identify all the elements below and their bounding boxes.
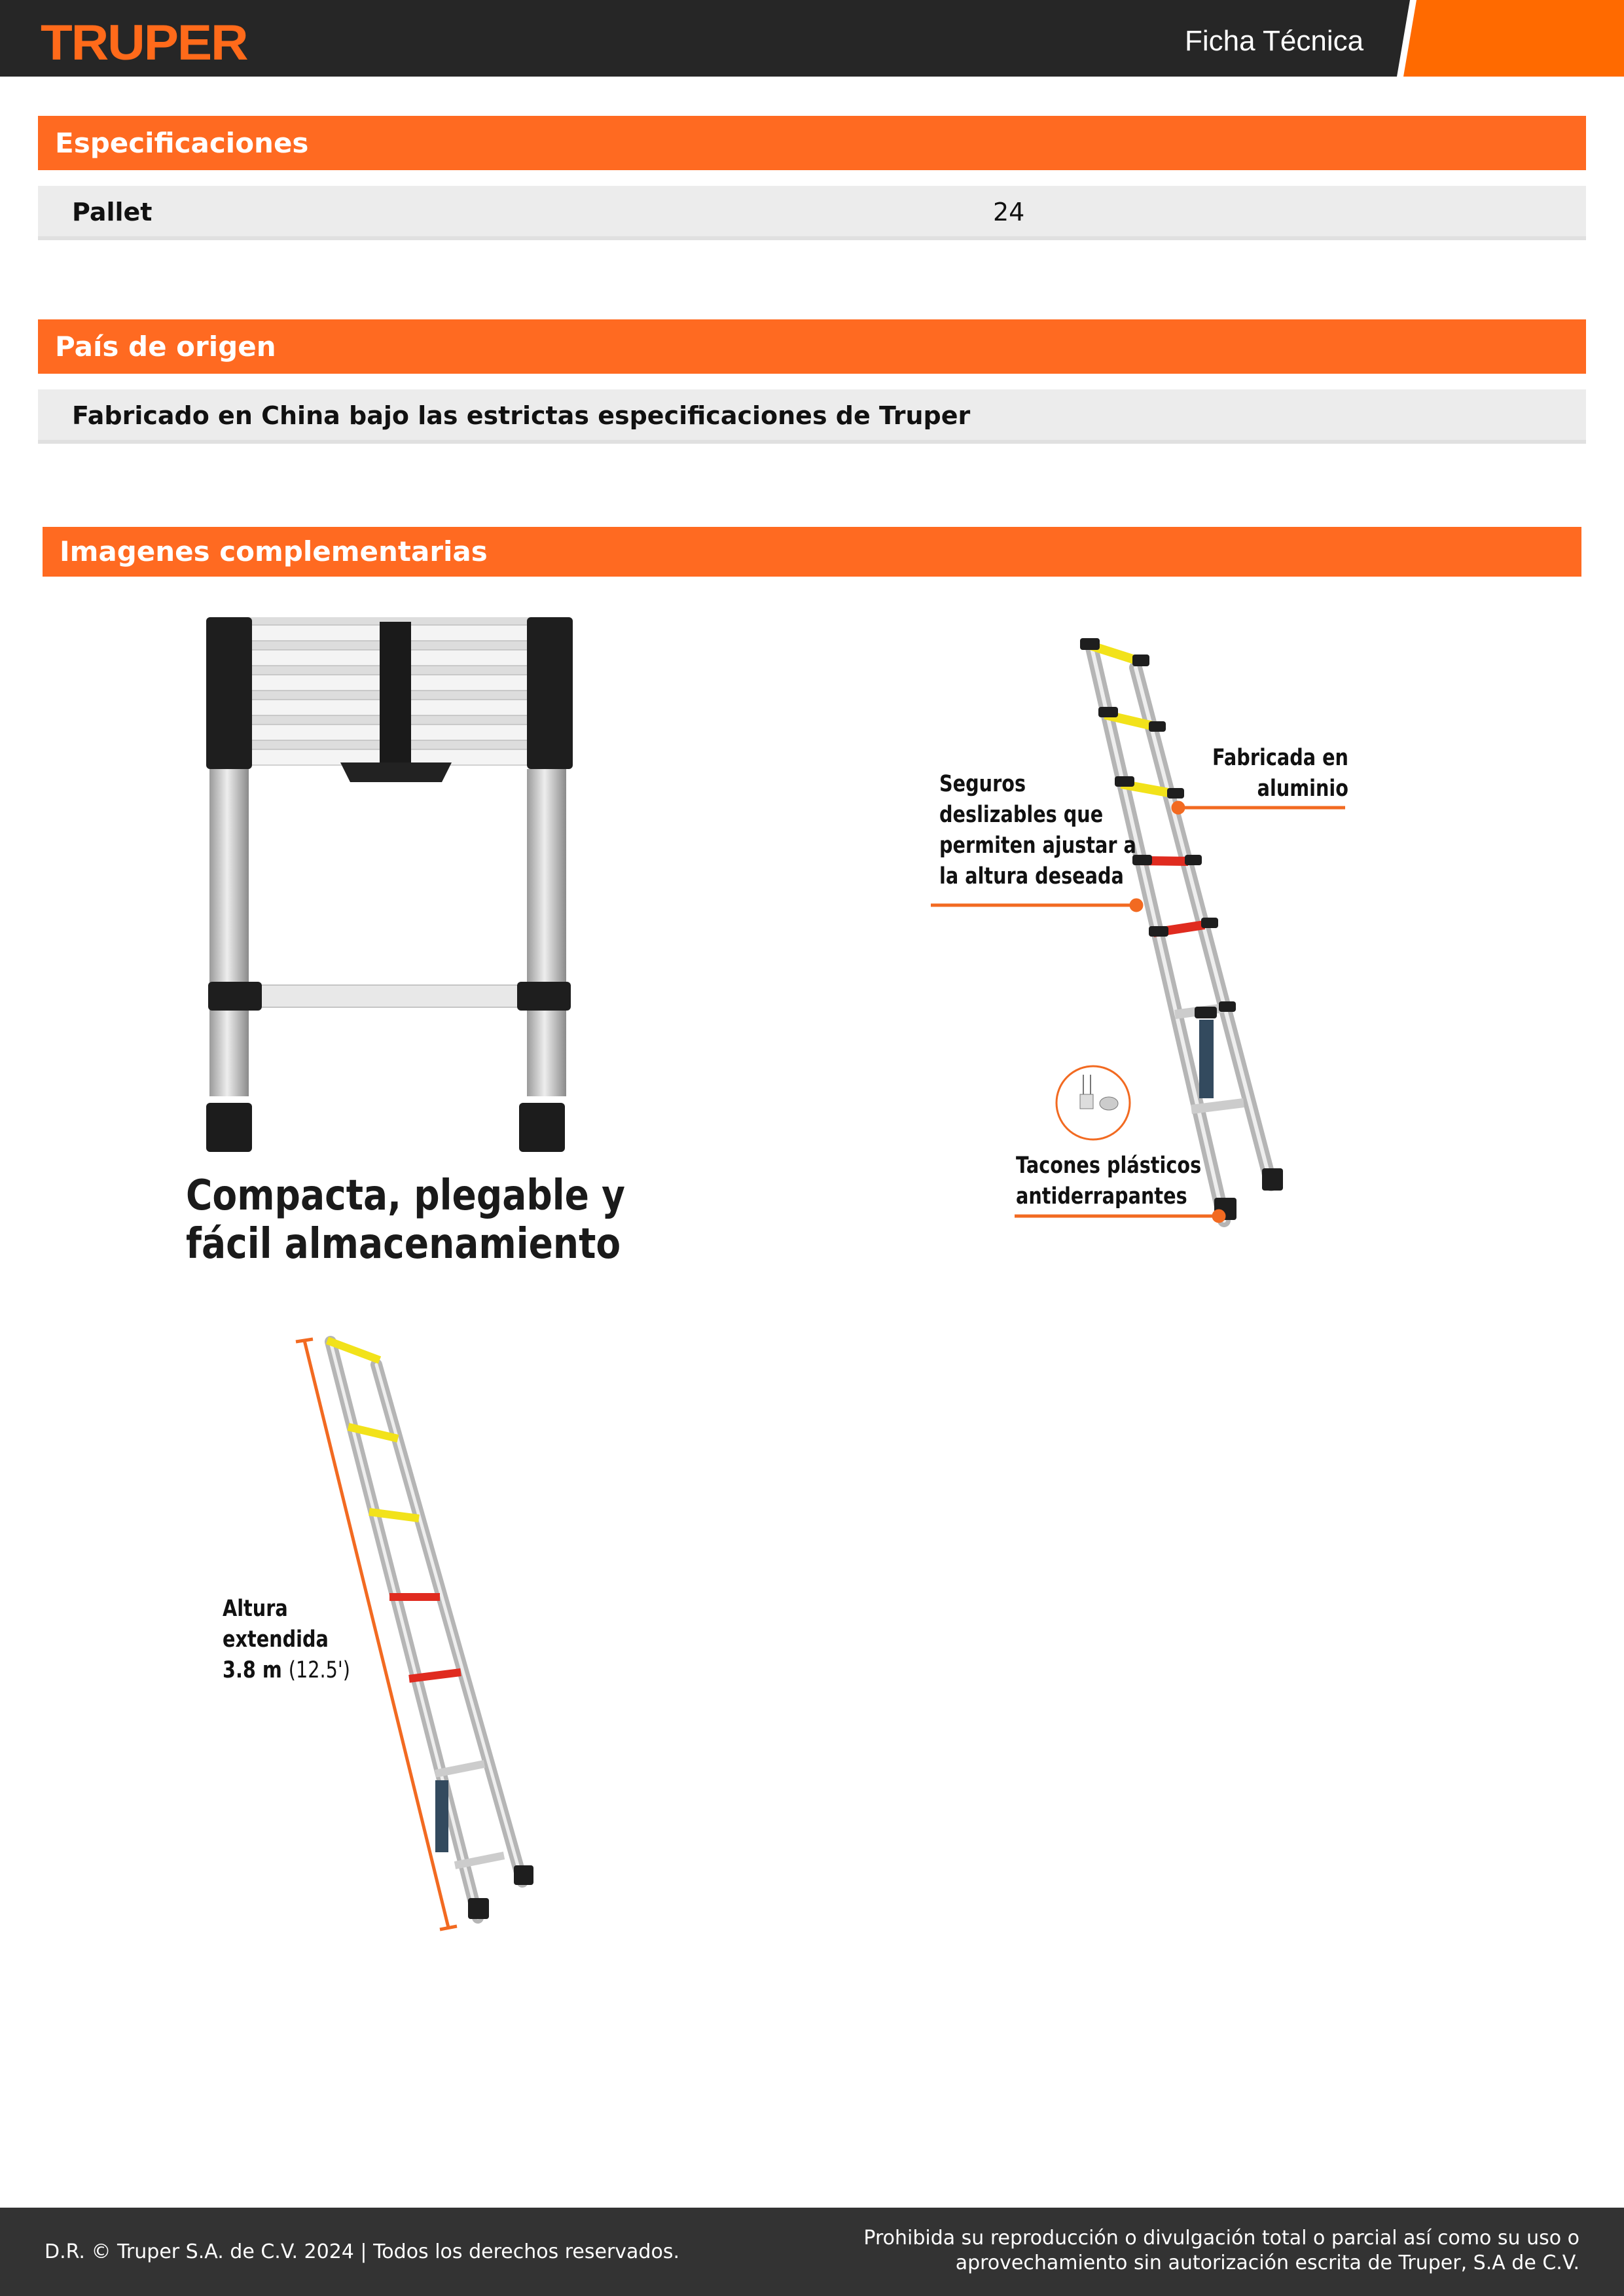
- height-feet: (12.5'): [288, 1657, 350, 1683]
- section-heading-especificaciones: Especificaciones: [38, 116, 1586, 170]
- footer-copyright: D.R. © Truper S.A. de C.V. 2024 | Todos los derechos reservados.: [45, 2240, 679, 2263]
- image-folded-ladder: [183, 612, 626, 1280]
- callout-seguros: [939, 769, 1136, 892]
- footer-legal-line: Prohibida su reproducción o divulgación total o parcial así como su uso o: [863, 2227, 1579, 2250]
- header-accent-shape: [1394, 0, 1624, 77]
- callout-line: Fabricada en: [1212, 745, 1348, 771]
- callout-line: Altura: [223, 1596, 288, 1622]
- truper-logo: TRUPER: [41, 15, 247, 71]
- height-meters: 3.8 m: [223, 1657, 282, 1683]
- callout-line: permiten ajustar a: [939, 833, 1136, 859]
- callout-line: Seguros: [939, 771, 1026, 797]
- caption-line: fácil almacenamiento: [186, 1220, 621, 1268]
- callout-line: antiderrapantes: [1016, 1183, 1187, 1210]
- footer-legal-line: aprovechamiento sin autorización escrita de Truper, S.A de C.V.: [955, 2251, 1579, 2274]
- callout-tacones: [1016, 1151, 1201, 1212]
- callout-line: Tacones plásticos: [1016, 1153, 1202, 1179]
- callout-line: deslizables que: [939, 802, 1104, 828]
- callout-material: [1171, 743, 1348, 804]
- document-title: Ficha Técnica: [1185, 25, 1364, 57]
- page-header: [0, 0, 1624, 77]
- callout-line: extendida: [223, 1626, 329, 1653]
- callout-line: [223, 1655, 350, 1686]
- origin-text: Fabricado en China bajo las estrictas especificaciones de Truper: [72, 401, 971, 430]
- image-ladder-features: [916, 628, 1375, 1237]
- callout-line: aluminio: [1257, 776, 1348, 802]
- callout-line: la altura deseada: [939, 863, 1124, 889]
- folded-ladder-illustration: [183, 612, 602, 1155]
- spec-label: Pallet: [72, 198, 153, 226]
- caption-line: Compacta, plegable y: [186, 1172, 626, 1220]
- section-heading-origen: País de origen: [38, 319, 1586, 374]
- spec-value: 24: [993, 198, 1025, 226]
- image-ladder-height: [209, 1329, 550, 1937]
- folded-ladder-caption: [186, 1172, 625, 1268]
- page-footer: [0, 2208, 1624, 2296]
- origin-row: [38, 389, 1586, 444]
- height-callout: [223, 1594, 350, 1686]
- section-heading-imagenes: Imagenes complementarias: [43, 527, 1581, 577]
- footer-legal: [863, 2226, 1579, 2276]
- ladder-features-illustration: [916, 628, 1375, 1237]
- spec-row-pallet: [38, 186, 1586, 240]
